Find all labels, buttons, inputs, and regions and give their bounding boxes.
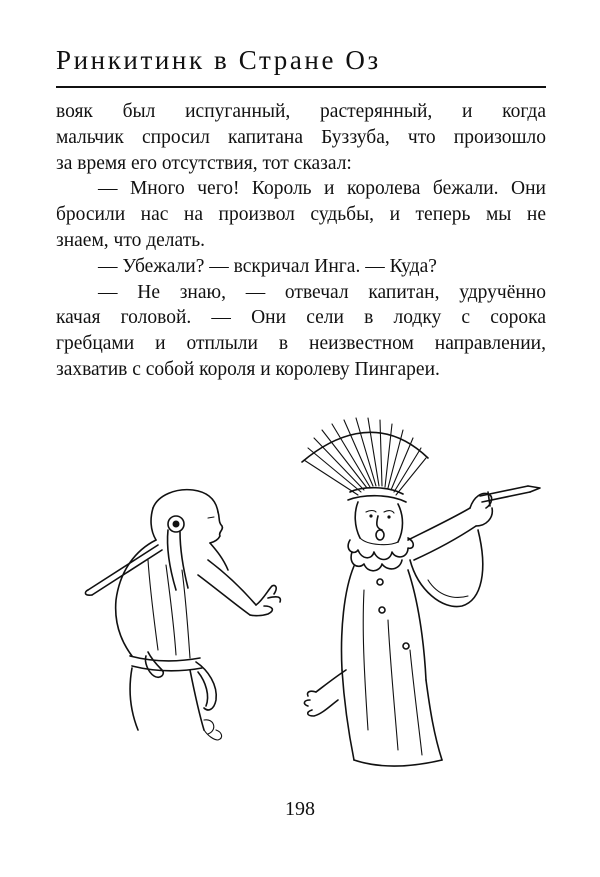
- text-line: захватив с собой короля и королеву Пингареи.: [56, 358, 440, 380]
- illustration: [58, 400, 548, 780]
- text-line: вояк был испуганный, растерянный, и когда: [56, 101, 546, 122]
- text-line: — Много чего! Король и королева бежали. Они: [98, 178, 546, 200]
- text-line: за время его отсутствия, тот сказал:: [56, 152, 352, 174]
- text-line: качая головой. — Они сели в лодку с сорока: [56, 307, 546, 329]
- header-rule: [56, 86, 546, 88]
- page-number: 198: [285, 798, 315, 820]
- running-title: Ринкитинк в Стране Оз: [56, 45, 381, 75]
- body-text: [56, 99, 546, 383]
- text-line: гребцами и отплыли в неизвестном направлении,: [56, 333, 546, 355]
- text-line: знаем, что делать.: [56, 229, 205, 251]
- text-line: бросили нас на произвол судьбы, и теперь мы не: [56, 204, 546, 226]
- text-line: — Убежали? — вскричал Инга. — Куда?: [98, 255, 437, 277]
- captain-figure: [302, 418, 540, 766]
- text-line: мальчик спросил капитана Буззуба, что произошло: [56, 126, 546, 148]
- text-line: — Не знаю, — отвечал капитан, удручённо: [98, 281, 546, 303]
- boy-figure: [85, 490, 280, 740]
